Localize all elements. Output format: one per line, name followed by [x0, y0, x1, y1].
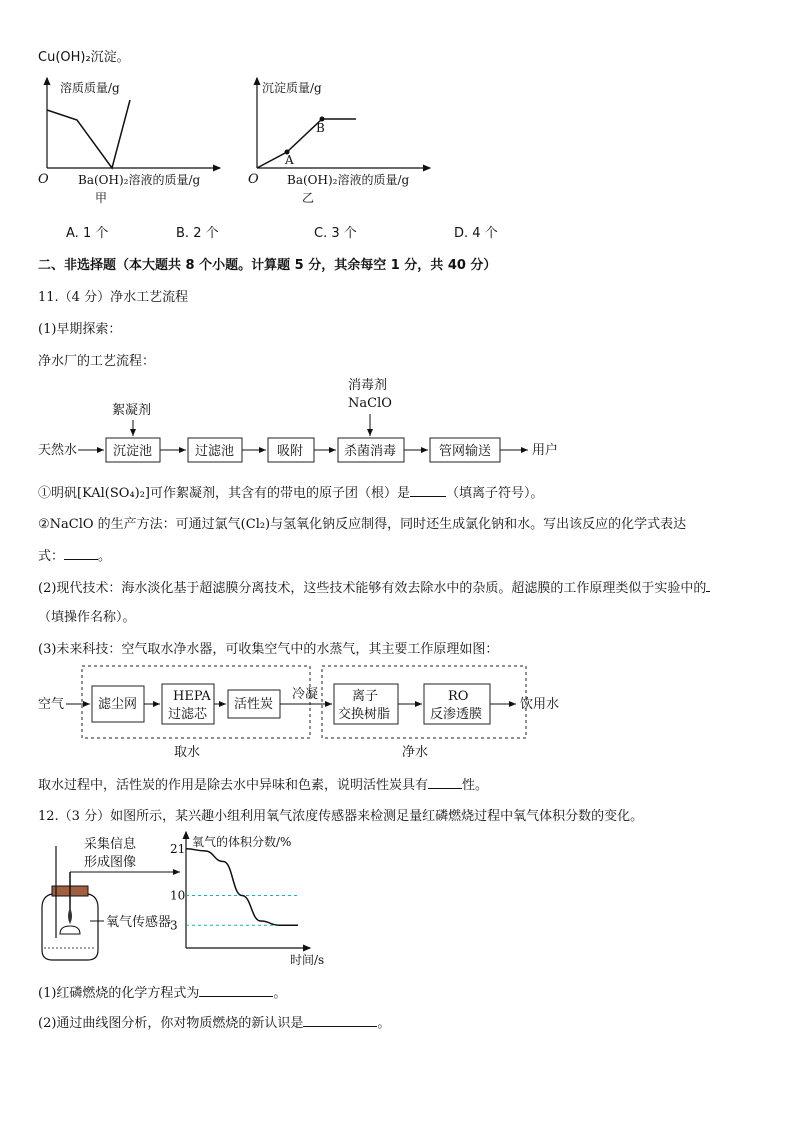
label-collect1: 采集信息	[84, 837, 137, 852]
origin-label: O	[248, 172, 259, 187]
burning-spoon	[60, 926, 80, 934]
chart-ylabel: 氧气的体积分数/%	[192, 835, 292, 849]
q11-title: 11.（4 分）净水工艺流程	[38, 290, 189, 305]
additive-disinfectant: 消毒剂	[348, 378, 388, 393]
graph-yi	[240, 72, 440, 212]
box-ro-label1: RO	[448, 689, 469, 704]
box-hepa-label1: HEPA	[173, 689, 211, 704]
box-ion-label1: 离子	[352, 689, 379, 704]
q11-part2-cont: （填操作名称）。	[38, 610, 136, 625]
graph-caption: 乙	[302, 191, 315, 205]
answer-blank-equation-p[interactable]	[199, 983, 273, 997]
q12-p2: (2)通过曲线图分析，你对物质燃烧的新认识是 。	[38, 1012, 390, 1031]
step-1: 沉淀池	[113, 444, 153, 459]
flow2-end: 饮用水	[520, 697, 560, 712]
option-b[interactable]: B. 2 个	[176, 226, 219, 241]
step-3: 吸附	[277, 444, 304, 459]
q11-part3: (3)未来科技：空气取水净水器，可收集空气中的水蒸气，其主要工作原理如图：	[38, 642, 499, 657]
x-axis-label: Ba(OH)₂溶液的质量/g	[287, 173, 410, 187]
q11-s3: 取水过程中，活性炭的作用是除去水中异味和色素，说明活性炭具有 性。	[38, 774, 488, 793]
option-a[interactable]: A. 1 个	[66, 226, 109, 241]
answer-blank-operation[interactable]	[706, 578, 710, 592]
q11-s1: ①明矾[KAl(SO₄)₂]可作絮凝剂，其含有的带电的原子团（根）是 （填离子符号）。	[38, 482, 544, 501]
y-axis-label: 溶质质量/g	[60, 81, 120, 95]
intro-text: Cu(OH)₂沉淀。	[38, 50, 130, 65]
flow2-condense: 冷凝	[292, 687, 319, 702]
q11-part1: (1)早期探索：	[38, 322, 122, 337]
answer-blank-property[interactable]	[428, 775, 462, 789]
step-4: 杀菌消毒	[344, 444, 397, 459]
y-tick-label: 21	[170, 841, 186, 856]
flow-end: 用户	[532, 443, 559, 458]
solute-curve	[47, 100, 130, 168]
precipitate-curve	[257, 119, 356, 168]
q11-s2-cont: 式： 。	[38, 545, 111, 564]
flow-start: 天然水	[38, 443, 78, 458]
section-title: 二、非选择题（本大题共 8 个小题。计算题 5 分，其余每空 1 分，共 40 分）	[38, 258, 497, 273]
box-carbon-label: 活性炭	[234, 697, 274, 712]
additive-flocculant: 絮凝剂	[112, 403, 152, 418]
origin-label: O	[38, 172, 49, 187]
point-b-label: B	[316, 121, 325, 135]
graph-caption: 甲	[95, 191, 108, 205]
q11-s2: ②NaClO 的生产方法：可通过氯气(Cl₂)与氢氧化钠反应制得，同时还生成氯化钠和水。写出该反应的化学式表达	[38, 517, 687, 532]
label-collect2: 形成图像	[84, 855, 137, 870]
q11-flow-intro: 净水厂的工艺流程：	[38, 354, 156, 369]
option-c[interactable]: C. 3 个	[314, 226, 357, 241]
flow2-start: 空气	[38, 697, 65, 712]
answer-blank-ion[interactable]	[410, 483, 446, 497]
label-sensor: 氧气传感器	[106, 915, 172, 930]
q12-p1: (1)红磷燃烧的化学方程式为 。	[38, 982, 286, 1001]
step-2: 过滤池	[195, 444, 235, 459]
y-axis-label: 沉淀质量/g	[262, 81, 322, 95]
q12-title: 12.（3 分）如图所示，某兴趣小组利用氧气浓度传感器来检测足量红磷燃烧过程中氧气体积分数的变化。	[38, 809, 644, 824]
box-ro-label2: 反渗透膜	[430, 707, 483, 722]
oxygen-curve	[186, 849, 298, 926]
x-axis-label: Ba(OH)₂溶液的质量/g	[78, 173, 201, 187]
water-plant-flowchart	[30, 372, 590, 477]
graph-jia	[30, 72, 230, 212]
answer-blank-equation[interactable]	[64, 546, 98, 560]
additive-naclo: NaClO	[348, 396, 392, 411]
group-purify-label: 净水	[402, 745, 429, 760]
box-dust-filter-label: 滤尘网	[98, 697, 138, 712]
chart-xlabel: 时间/s	[290, 953, 325, 967]
box-ion-label2: 交换树脂	[338, 707, 391, 722]
option-d[interactable]: D. 4 个	[454, 226, 498, 241]
q11-part2: (2)现代技术：海水淡化基于超滤膜分离技术，这些技术能够有效去除水中的杂质。超滤膜的工作原理类似于实验中的	[38, 577, 710, 596]
y-tick-label: 3	[170, 918, 178, 933]
group-collect-label: 取水	[174, 745, 201, 760]
air-water-flowchart	[30, 660, 590, 764]
oxygen-chart	[150, 826, 350, 972]
point-a-label: A	[285, 153, 294, 167]
y-tick-label: 10	[170, 888, 186, 903]
answer-blank-insight[interactable]	[303, 1013, 377, 1027]
box-hepa-label2: 过滤芯	[168, 707, 208, 722]
step-5: 管网输送	[439, 444, 492, 459]
